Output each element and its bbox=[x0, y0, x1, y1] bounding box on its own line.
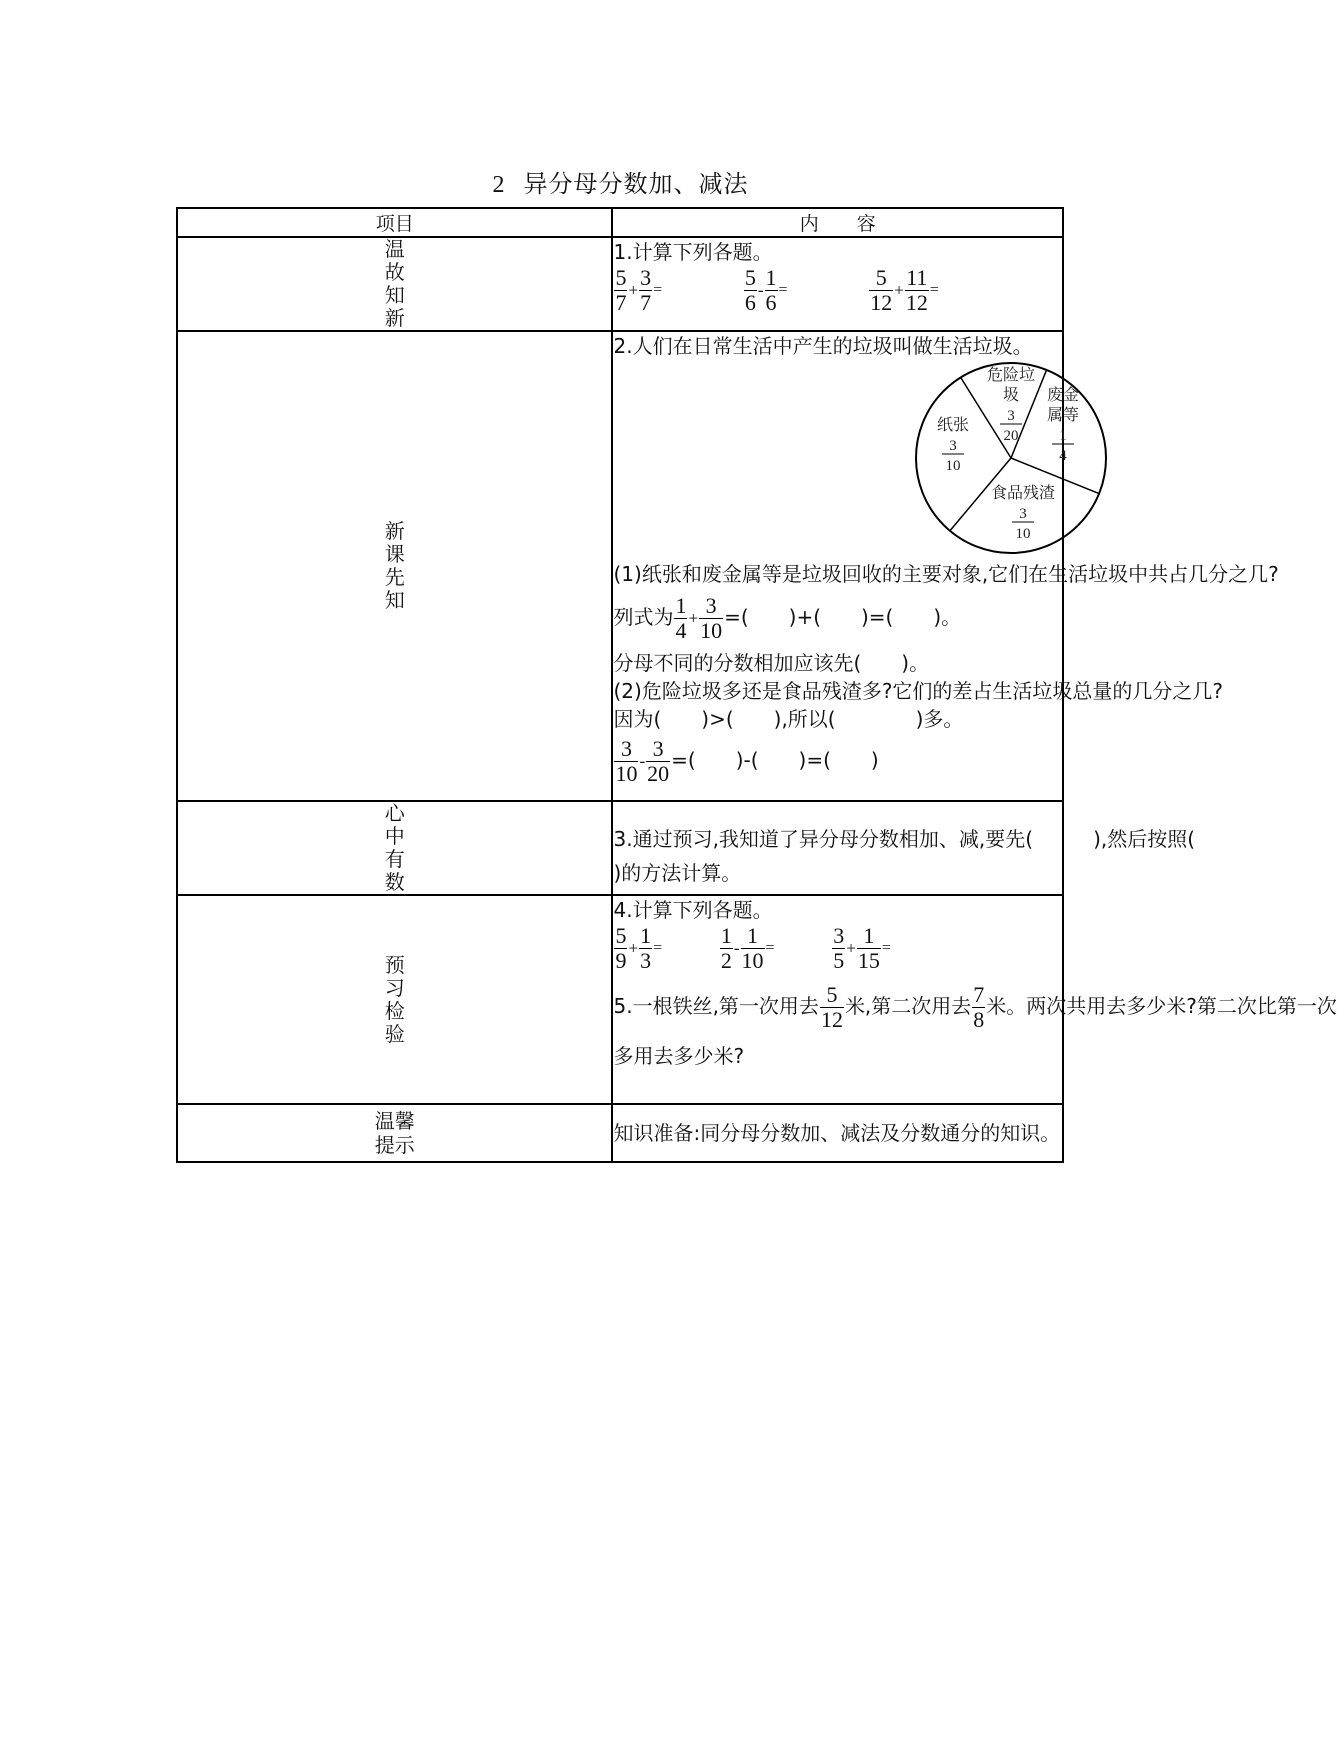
q4-expressions bbox=[613, 924, 1062, 973]
label-review: 温 故 知 新 bbox=[177, 237, 612, 331]
row-tip bbox=[177, 1104, 1063, 1162]
pie-label-text: 废金 bbox=[1047, 385, 1080, 404]
header-row bbox=[177, 208, 1063, 237]
q4-expr-1: $\frac{5}{9}$ + $\frac{1}{3}$ = bbox=[615, 923, 663, 973]
q2-part2: (2)危险垃圾多还是食品残渣多?它们的差占生活垃圾总量的几分之几? bbox=[613, 679, 1224, 703]
pie-slice-label bbox=[991, 483, 1055, 542]
content-review bbox=[612, 237, 1063, 331]
pie-frac-denominator: 20 bbox=[1003, 428, 1019, 444]
content-preview bbox=[612, 331, 1279, 801]
page-title bbox=[0, 164, 1241, 199]
q5-line2: 多用去多少米? bbox=[613, 1044, 745, 1068]
q4-title: 4.计算下列各题。 bbox=[613, 898, 773, 922]
q2-title: 2.人们在日常生活中产生的垃圾叫做生活垃圾。 bbox=[613, 334, 1033, 358]
pie-frac-numerator: 3 bbox=[1007, 408, 1016, 424]
pie-frac-numerator: 1 bbox=[1059, 428, 1068, 444]
lesson-number: 2 bbox=[492, 172, 506, 198]
label-mind: 心 中 有 数 bbox=[177, 801, 612, 895]
q2-part1: (1)纸张和废金属等是垃圾回收的主要对象,它们在生活垃圾中共占几分之几? bbox=[613, 562, 1279, 586]
content-tip: 知识准备:同分母分数加、减法及分数通分的知识。 bbox=[612, 1104, 1063, 1162]
pie-frac-denominator: 10 bbox=[1015, 526, 1031, 542]
pie-label-text: 纸张 bbox=[937, 415, 970, 434]
pie-frac-numerator: 3 bbox=[1019, 506, 1028, 522]
pie-frac-numerator: 3 bbox=[949, 438, 958, 454]
pie-slice-label bbox=[937, 415, 969, 474]
label-tip: 温馨 提示 bbox=[177, 1104, 612, 1162]
pie-chart-container bbox=[613, 360, 1080, 556]
pie-label-text: 圾 bbox=[1003, 385, 1020, 404]
pie-slice-label bbox=[1047, 385, 1079, 464]
pie-chart bbox=[913, 360, 1123, 556]
worksheet-table bbox=[176, 207, 1337, 1163]
header-item: 项目 bbox=[177, 208, 612, 237]
content-mind bbox=[612, 801, 1196, 895]
row-review bbox=[177, 237, 1063, 331]
q3-line2: )的方法计算。 bbox=[613, 861, 742, 885]
label-preview: 新 课 先 知 bbox=[177, 331, 612, 801]
q5-line1: 5.一根铁丝,第一次用去 $\frac{5}{12}$ 米,第二次用去 $\frac{7}{8}$ 米。两次共用去多少米?第二次比第一次 bbox=[613, 982, 1337, 1032]
q2-part2-expression: $\frac{3}{10}$ - $\frac{3}{20}$ =( )-( )=( ) bbox=[615, 736, 879, 786]
q2-part1-note: 分母不同的分数相加应该先( )。 bbox=[613, 651, 930, 675]
q1-expr-1: $\frac{5}{7}$ + $\frac{3}{7}$ = bbox=[615, 265, 663, 315]
lesson-title: 异分母分数加、减法 bbox=[523, 170, 749, 198]
row-preview bbox=[177, 331, 1063, 801]
content-check bbox=[612, 895, 1337, 1104]
pie-label-text: 危险垃 bbox=[987, 365, 1036, 384]
q1-title: 1.计算下列各题。 bbox=[613, 240, 773, 264]
q1-expr-2: $\frac{5}{6}$ - $\frac{1}{6}$ = bbox=[744, 265, 788, 315]
row-mind bbox=[177, 801, 1063, 895]
header-content: 内 容 bbox=[612, 208, 1063, 237]
q4-expr-3: $\frac{3}{5}$ + $\frac{1}{15}$ = bbox=[833, 923, 891, 973]
pie-frac-denominator: 10 bbox=[945, 458, 961, 474]
q2-part2-because: 因为( )>( ),所以( )多。 bbox=[613, 707, 964, 731]
row-check bbox=[177, 895, 1063, 1104]
label-check: 预 习 检 验 bbox=[177, 895, 612, 1104]
pie-label-text: 属等 bbox=[1047, 405, 1080, 424]
pie-label-text: 食品残渣 bbox=[991, 483, 1056, 502]
q1-expr-3: $\frac{5}{12}$ + $\frac{11}{12}$ = bbox=[870, 265, 939, 315]
q1-expressions bbox=[613, 266, 1062, 315]
pie-frac-denominator: 4 bbox=[1059, 448, 1068, 464]
q3-line1: 3.通过预习,我知道了异分母分数相加、减,要先( ),然后按照( bbox=[613, 827, 1196, 851]
q2-part1-expression: 列式为 $\frac{1}{4}$ + $\frac{3}{10}$ =( )+( )=( )。 bbox=[613, 593, 962, 643]
q4-expr-2: $\frac{1}{2}$ - $\frac{1}{10}$ = bbox=[720, 923, 775, 973]
